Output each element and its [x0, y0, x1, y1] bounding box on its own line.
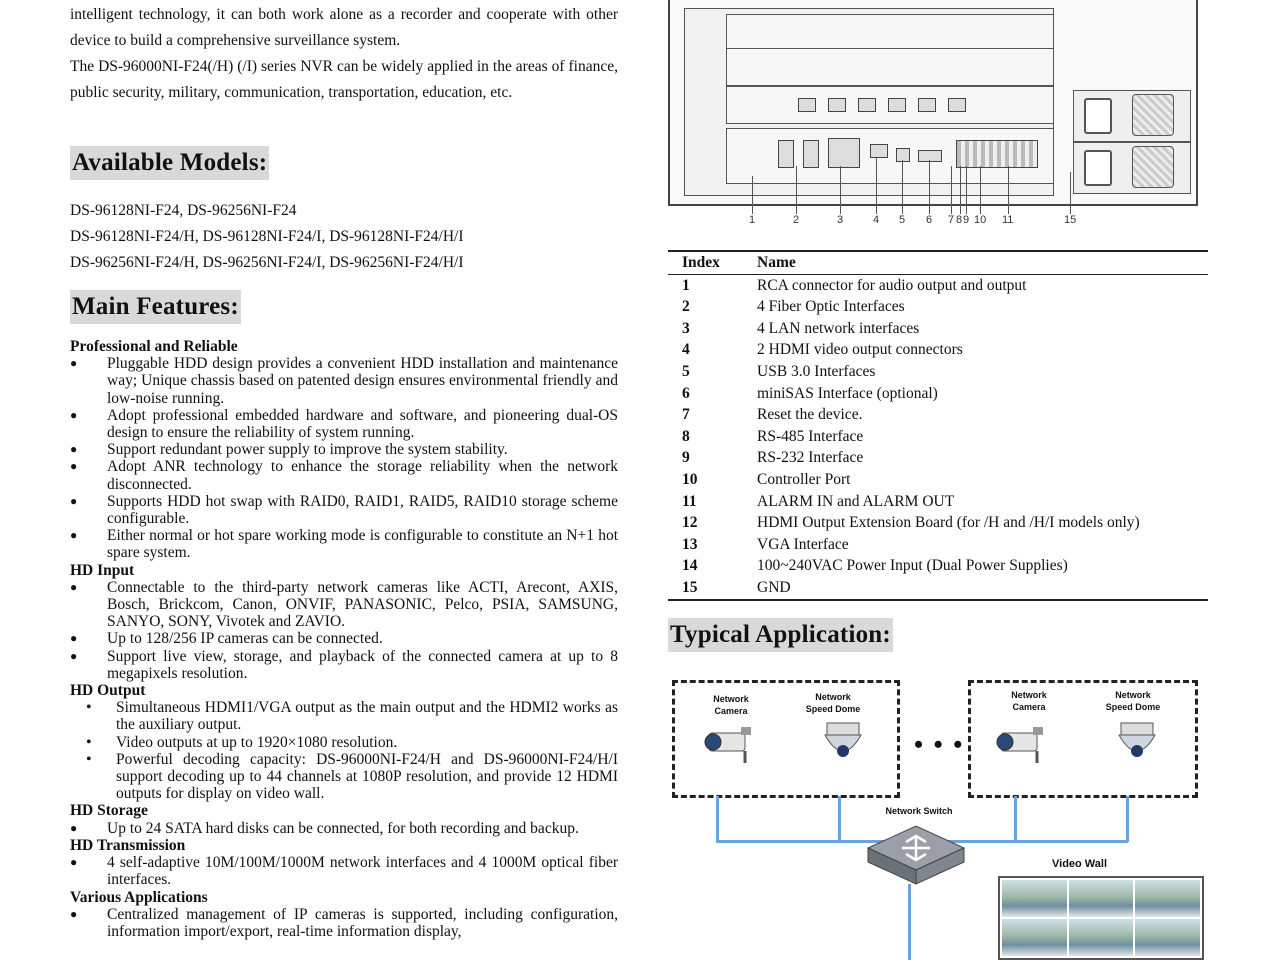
feature-group-title: HD Input	[70, 561, 135, 579]
feature-group-title: Various Applications	[70, 888, 208, 906]
interface-index-table	[668, 250, 1208, 601]
feature-group-list	[70, 820, 618, 837]
typical-application-heading: Typical Application:	[668, 618, 893, 652]
callout-leader	[1070, 172, 1071, 214]
name-cell: USB 3.0 Interfaces	[757, 362, 876, 380]
callout-leader	[929, 160, 930, 214]
name-cell: GND	[743, 577, 1208, 600]
index-cell: 8	[682, 427, 690, 445]
hdmi-port	[888, 98, 906, 112]
fiber-port	[778, 140, 794, 168]
callout-number: 6	[926, 214, 933, 226]
feature-item: ● Support redundant power supply to improve the system stability.	[70, 441, 618, 458]
features-list	[70, 338, 618, 940]
index-cell: 7	[682, 406, 690, 424]
feature-group-title: HD Output	[70, 682, 146, 700]
video-wall-label: Video Wall	[1052, 858, 1108, 870]
table-row	[668, 534, 1208, 556]
index-cell: 14	[682, 557, 698, 575]
callout-leader	[796, 166, 797, 214]
callout-number: 4	[873, 214, 880, 226]
feature-item: ● Connectable to the third-party network cameras like ACTI, Arecont, AXIS, Bosch, Brickcom, Canon, ONVIF, PANASONIC, Pelco, PSIA, SAMSUNG, SANYO, SONY, Vivotek and ZAVIO.	[70, 579, 618, 631]
callout-number: 5	[899, 214, 906, 226]
network-switch-icon	[866, 822, 966, 886]
camera-group	[968, 680, 1198, 798]
video-wall-screen	[1002, 880, 1067, 917]
network-camera-label: Network Camera	[713, 694, 749, 716]
index-cell: 2	[682, 298, 690, 316]
feature-item: ● Supports HDD hot swap with RAID0, RAID1, RAID5, RAID10 storage scheme configurable.	[70, 493, 618, 527]
main-features-heading: Main Features:	[70, 290, 241, 324]
feature-group-list	[70, 355, 618, 561]
power-socket	[1084, 98, 1112, 134]
network-camera-label: Network Camera	[1011, 690, 1047, 712]
name-cell: Reset the device.	[757, 406, 863, 424]
feature-item: ● Pluggable HDD design provides a convenient HDD installation and maintenance way; Unique chassis based on patented design ensures environmental friendly and low-noise running.	[70, 355, 618, 407]
name-cell: 100~240VAC Power Input (Dual Power Supplies)	[757, 557, 1068, 575]
table-row	[668, 426, 1208, 448]
callout-leader	[876, 158, 877, 214]
callout-leader	[902, 160, 903, 214]
callout-leader	[951, 166, 952, 214]
index-cell: 11	[682, 492, 697, 510]
video-wall-screen	[1069, 880, 1134, 917]
table-row	[668, 447, 1208, 469]
index-cell: 6	[682, 384, 690, 402]
feature-item: ● Either normal or hot spare working mode is configurable to constitute an N+1 hot spare system.	[70, 527, 618, 561]
minisas-port	[918, 150, 942, 162]
index-cell: 3	[682, 319, 690, 337]
table-row	[668, 296, 1208, 318]
feature-item: ● Up to 24 SATA hard disks can be connected, for both recording and backup.	[70, 820, 618, 837]
table-row	[668, 361, 1208, 383]
network-link	[908, 884, 911, 960]
feature-group-title: Professional and Reliable	[70, 338, 238, 355]
intro-text	[70, 2, 618, 106]
feature-group-title: HD Transmission	[70, 836, 186, 854]
available-models-heading: Available Models:	[70, 146, 269, 180]
hdmi-port	[798, 98, 816, 112]
feature-item: • Powerful decoding capacity: DS-96000NI-F24/H and DS-96000NI-F24/H/I support decoding up to 44 channels at 1080P resolution, and provide 12 HDMI outputs for display on video wall.	[70, 751, 618, 803]
speed-dome-icon	[1107, 721, 1167, 765]
alarm-terminal-block	[956, 140, 1038, 168]
feature-item: ● Adopt ANR technology to enhance the storage reliability when the network disconnected.	[70, 458, 618, 492]
index-cell: 4	[682, 341, 690, 359]
callout-number: 7	[948, 214, 955, 226]
feature-item: ● Support live view, storage, and playback of the connected camera at up to 8 megapixels resolution.	[70, 648, 618, 682]
feature-group-list	[70, 906, 618, 940]
models-line: DS-96128NI-F24/H, DS-96128NI-F24/I, DS-96128NI-F24/H/I	[70, 228, 464, 245]
index-cell: 9	[682, 449, 690, 467]
hdmi-port	[828, 98, 846, 112]
callout-number: 8	[956, 214, 963, 226]
video-wall-screen	[1002, 919, 1067, 956]
callout-leader	[966, 166, 967, 214]
name-cell: RS-485 Interface	[757, 427, 864, 445]
feature-item: ● Adopt professional embedded hardware and software, and pioneering dual-OS design to ensure the reliability of system running.	[70, 407, 618, 441]
video-wall-screen	[1069, 919, 1134, 956]
hdmi-port	[948, 98, 966, 112]
network-link	[716, 796, 719, 842]
feature-item: • Video outputs at up to 1920×1080 resolution.	[70, 734, 618, 751]
table-row	[668, 469, 1208, 491]
models-list	[70, 198, 618, 276]
speed-dome-icon	[813, 721, 873, 765]
name-cell: HDMI Output Extension Board (for /H and /H/I models only)	[757, 514, 1140, 532]
index-cell: 15	[668, 577, 743, 600]
network-link	[1014, 796, 1017, 842]
name-cell: RCA connector for audio output and output	[757, 276, 1027, 294]
hdmi-output-port	[870, 144, 888, 158]
lan-ports	[828, 138, 860, 168]
column-header-index: Index	[668, 251, 743, 274]
table-row	[668, 404, 1208, 426]
table-row	[668, 577, 1208, 600]
column-header-name: Name	[743, 251, 1208, 274]
callout-number: 11	[1002, 214, 1014, 226]
more-cameras-ellipsis: • • •	[914, 730, 965, 759]
feature-item: ● Up to 128/256 IP cameras can be connected.	[70, 630, 618, 647]
typical-application-diagram	[668, 672, 1208, 960]
network-link	[1126, 796, 1129, 842]
callout-number: 9	[963, 214, 970, 226]
intro-paragraph-2: The DS-96000NI-F24(/H) (/I) series NVR can be widely applied in the areas of finance, public security, military, communication, transportation, education, etc.	[70, 58, 618, 101]
callout-number: 10	[974, 214, 987, 226]
hdmi-port	[918, 98, 936, 112]
name-cell: ALARM IN and ALARM OUT	[757, 492, 955, 510]
hdmi-port	[858, 98, 876, 112]
feature-item: ● 4 self-adaptive 10M/100M/1000M network interfaces and 4 1000M optical fiber interfaces.	[70, 854, 618, 888]
name-cell: miniSAS Interface (optional)	[757, 384, 938, 402]
models-line: DS-96256NI-F24/H, DS-96256NI-F24/I, DS-96256NI-F24/H/I	[70, 254, 464, 271]
table-row	[668, 339, 1208, 361]
name-cell: VGA Interface	[757, 535, 849, 553]
feature-group-list	[70, 854, 618, 888]
feature-item: • Simultaneous HDMI1/VGA output as the main output and the HDMI2 works as the auxiliary output.	[70, 699, 618, 733]
hdd-bay	[726, 14, 1054, 52]
callout-leader	[960, 166, 961, 214]
name-cell: RS-232 Interface	[757, 449, 864, 467]
speed-dome-label: Network Speed Dome	[1105, 690, 1161, 712]
fan-icon	[1132, 146, 1174, 188]
name-cell: Controller Port	[757, 470, 851, 488]
network-link	[838, 796, 841, 842]
index-cell: 13	[682, 535, 698, 553]
camera-group	[672, 680, 900, 798]
table-row	[668, 555, 1208, 577]
network-camera-icon	[699, 723, 759, 767]
speed-dome-label: Network Speed Dome	[805, 692, 861, 714]
table-header-row	[668, 251, 1208, 274]
table-row	[668, 512, 1208, 534]
callout-number: 1	[749, 214, 756, 226]
table-row	[668, 383, 1208, 405]
index-cell: 5	[682, 362, 690, 380]
table-row	[668, 274, 1208, 296]
nvr-rear-panel-diagram	[668, 0, 1196, 232]
fiber-port	[803, 140, 819, 168]
feature-group-title: HD Storage	[70, 802, 148, 820]
video-wall-screen	[1135, 919, 1200, 956]
usb-port	[896, 148, 910, 162]
models-line: DS-96128NI-F24, DS-96256NI-F24	[70, 202, 297, 219]
callout-number: 15	[1064, 214, 1077, 226]
callout-leader	[840, 166, 841, 214]
index-cell: 1	[682, 276, 690, 294]
index-cell: 10	[682, 470, 698, 488]
callout-leader	[1008, 166, 1009, 214]
feature-item: ● Centralized management of IP cameras is supported, including configuration, information import/export, real-time information display,	[70, 906, 618, 940]
feature-group-list	[70, 699, 618, 802]
callout-leader	[980, 166, 981, 214]
feature-group-list	[70, 579, 618, 682]
table-row	[668, 491, 1208, 513]
fan-icon	[1132, 94, 1174, 136]
network-camera-icon	[991, 723, 1051, 767]
callout-number: 2	[793, 214, 800, 226]
hdd-bay	[726, 48, 1054, 86]
intro-paragraph-1: intelligent technology, it can both work alone as a recorder and cooperate with other device to build a comprehensive surveillance system.	[70, 6, 618, 49]
video-wall	[998, 876, 1204, 960]
callout-number: 3	[837, 214, 844, 226]
callout-leader	[752, 176, 753, 214]
video-wall-screen	[1135, 880, 1200, 917]
name-cell: 4 LAN network interfaces	[757, 319, 920, 337]
index-cell: 12	[682, 514, 698, 532]
power-socket	[1084, 150, 1112, 186]
network-switch-label: Network Switch	[885, 806, 953, 816]
table-row	[668, 318, 1208, 340]
name-cell: 2 HDMI video output connectors	[757, 341, 963, 359]
name-cell: 4 Fiber Optic Interfaces	[757, 298, 905, 316]
